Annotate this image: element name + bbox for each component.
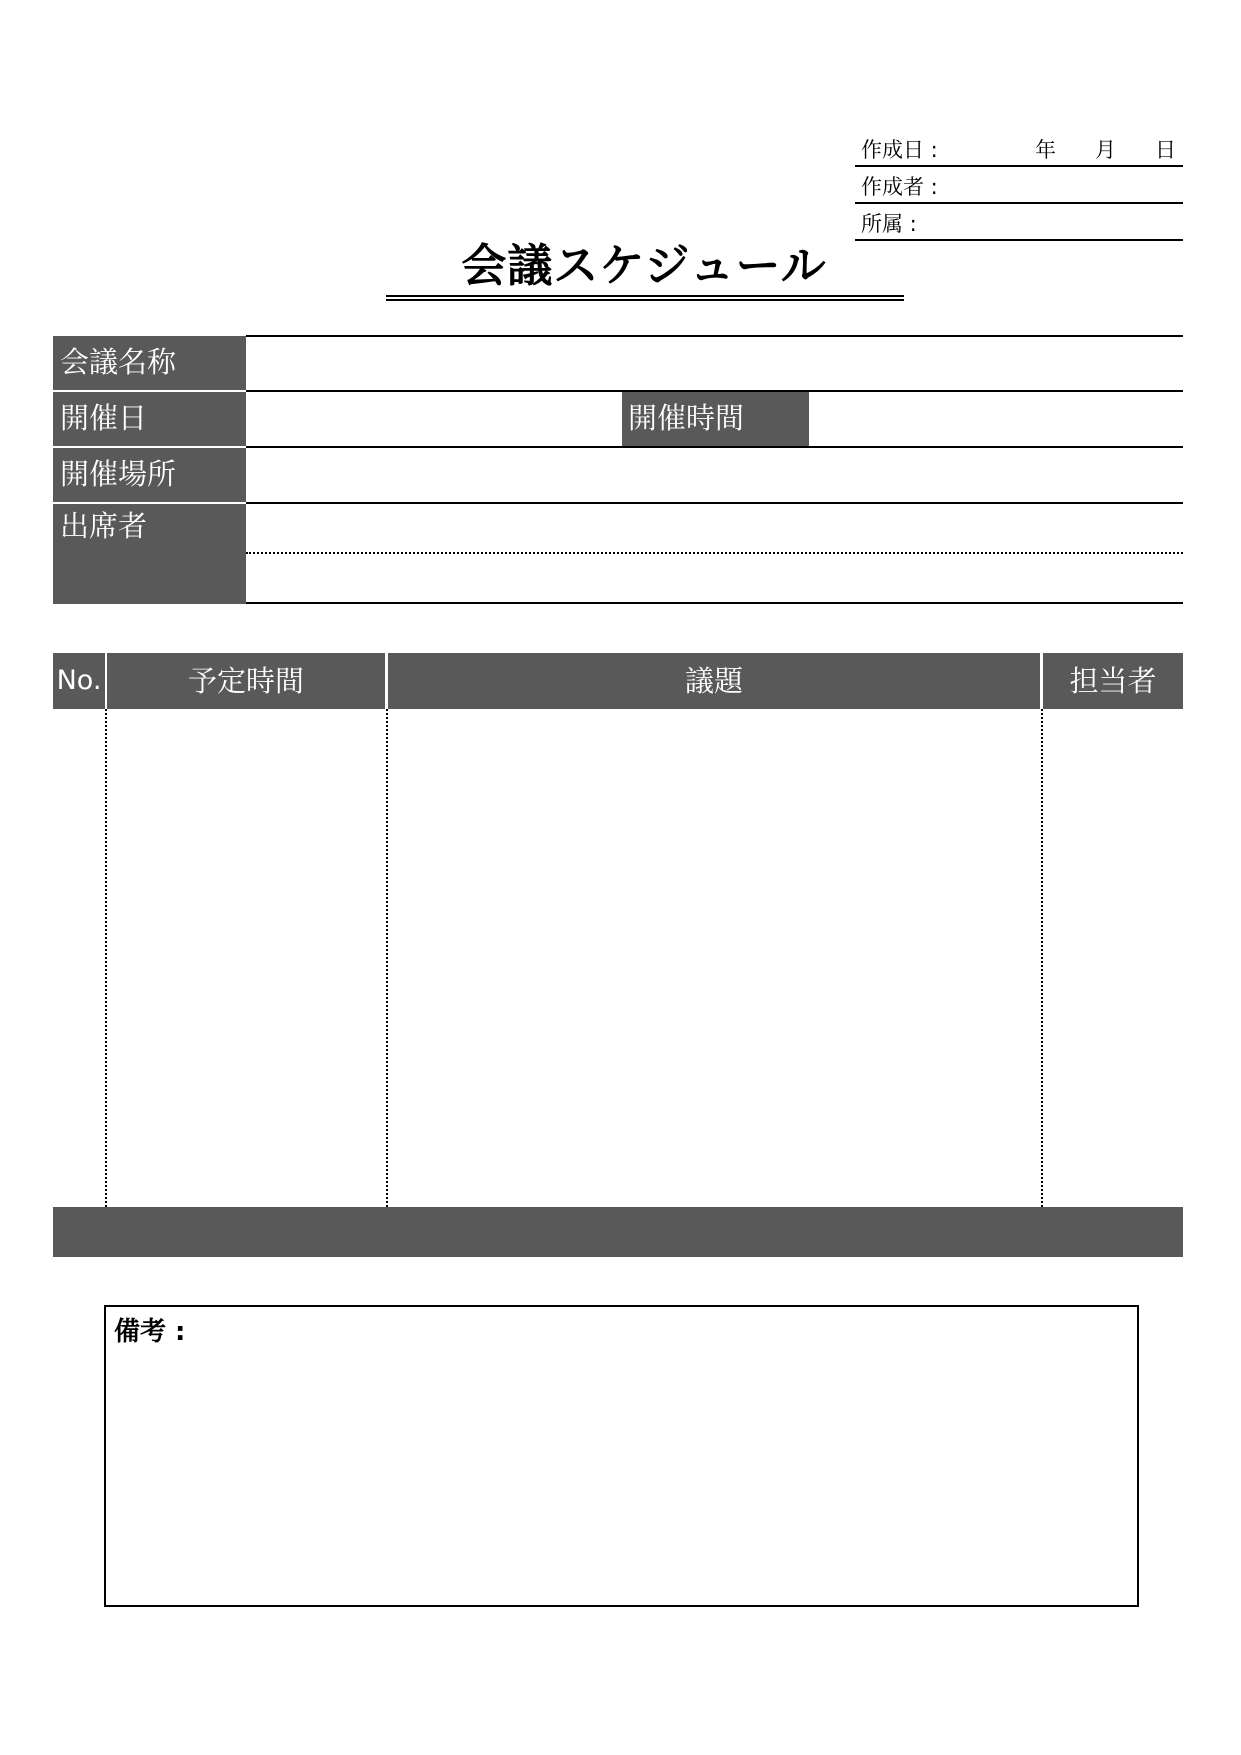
date-label: 開催日 — [60, 401, 148, 435]
affiliation-label: 所属 : — [861, 212, 917, 236]
location-label: 開催場所 — [60, 457, 177, 491]
location-label-cell — [53, 448, 246, 502]
attendees-label-cell — [53, 504, 246, 604]
attendees-label: 出席者 — [60, 509, 148, 543]
page-title: 会議スケジュール — [461, 239, 827, 292]
remarks-label: 備考 : — [114, 1317, 186, 1347]
created-date-row — [855, 130, 1183, 167]
title-underline-second — [386, 299, 904, 301]
author-label: 作成者 : — [861, 175, 938, 199]
meeting-name-label: 会議名称 — [60, 345, 177, 379]
date-label-cell — [53, 392, 246, 446]
time-label: 開催時間 — [628, 401, 745, 435]
created-date-label: 作成日 : — [861, 138, 938, 162]
affiliation-row — [855, 204, 1183, 241]
agenda-col-owner: 担当者 — [1043, 653, 1183, 709]
agenda-col-topic: 議題 — [388, 653, 1040, 709]
meeting-name-field[interactable] — [246, 390, 1183, 392]
agenda-col-time: 予定時間 — [107, 653, 385, 709]
title-underline — [386, 295, 904, 297]
meeting-name-field-top — [246, 335, 1183, 337]
agenda-body[interactable] — [53, 709, 1183, 1207]
agenda-footer-bar — [53, 1207, 1183, 1257]
year-unit: 年 — [1035, 138, 1056, 162]
attendees-field-1[interactable] — [246, 552, 1183, 554]
day-unit: 日 — [1155, 138, 1176, 162]
location-field[interactable] — [246, 502, 1183, 504]
time-label-cell — [622, 392, 809, 446]
attendees-field-2[interactable] — [246, 602, 1183, 604]
remarks-box[interactable] — [104, 1305, 1139, 1607]
month-unit: 月 — [1095, 138, 1116, 162]
date-field[interactable] — [246, 446, 1183, 448]
author-row — [855, 167, 1183, 204]
agenda-col-no: No. — [53, 653, 105, 709]
meeting-name-label-cell — [53, 336, 246, 390]
